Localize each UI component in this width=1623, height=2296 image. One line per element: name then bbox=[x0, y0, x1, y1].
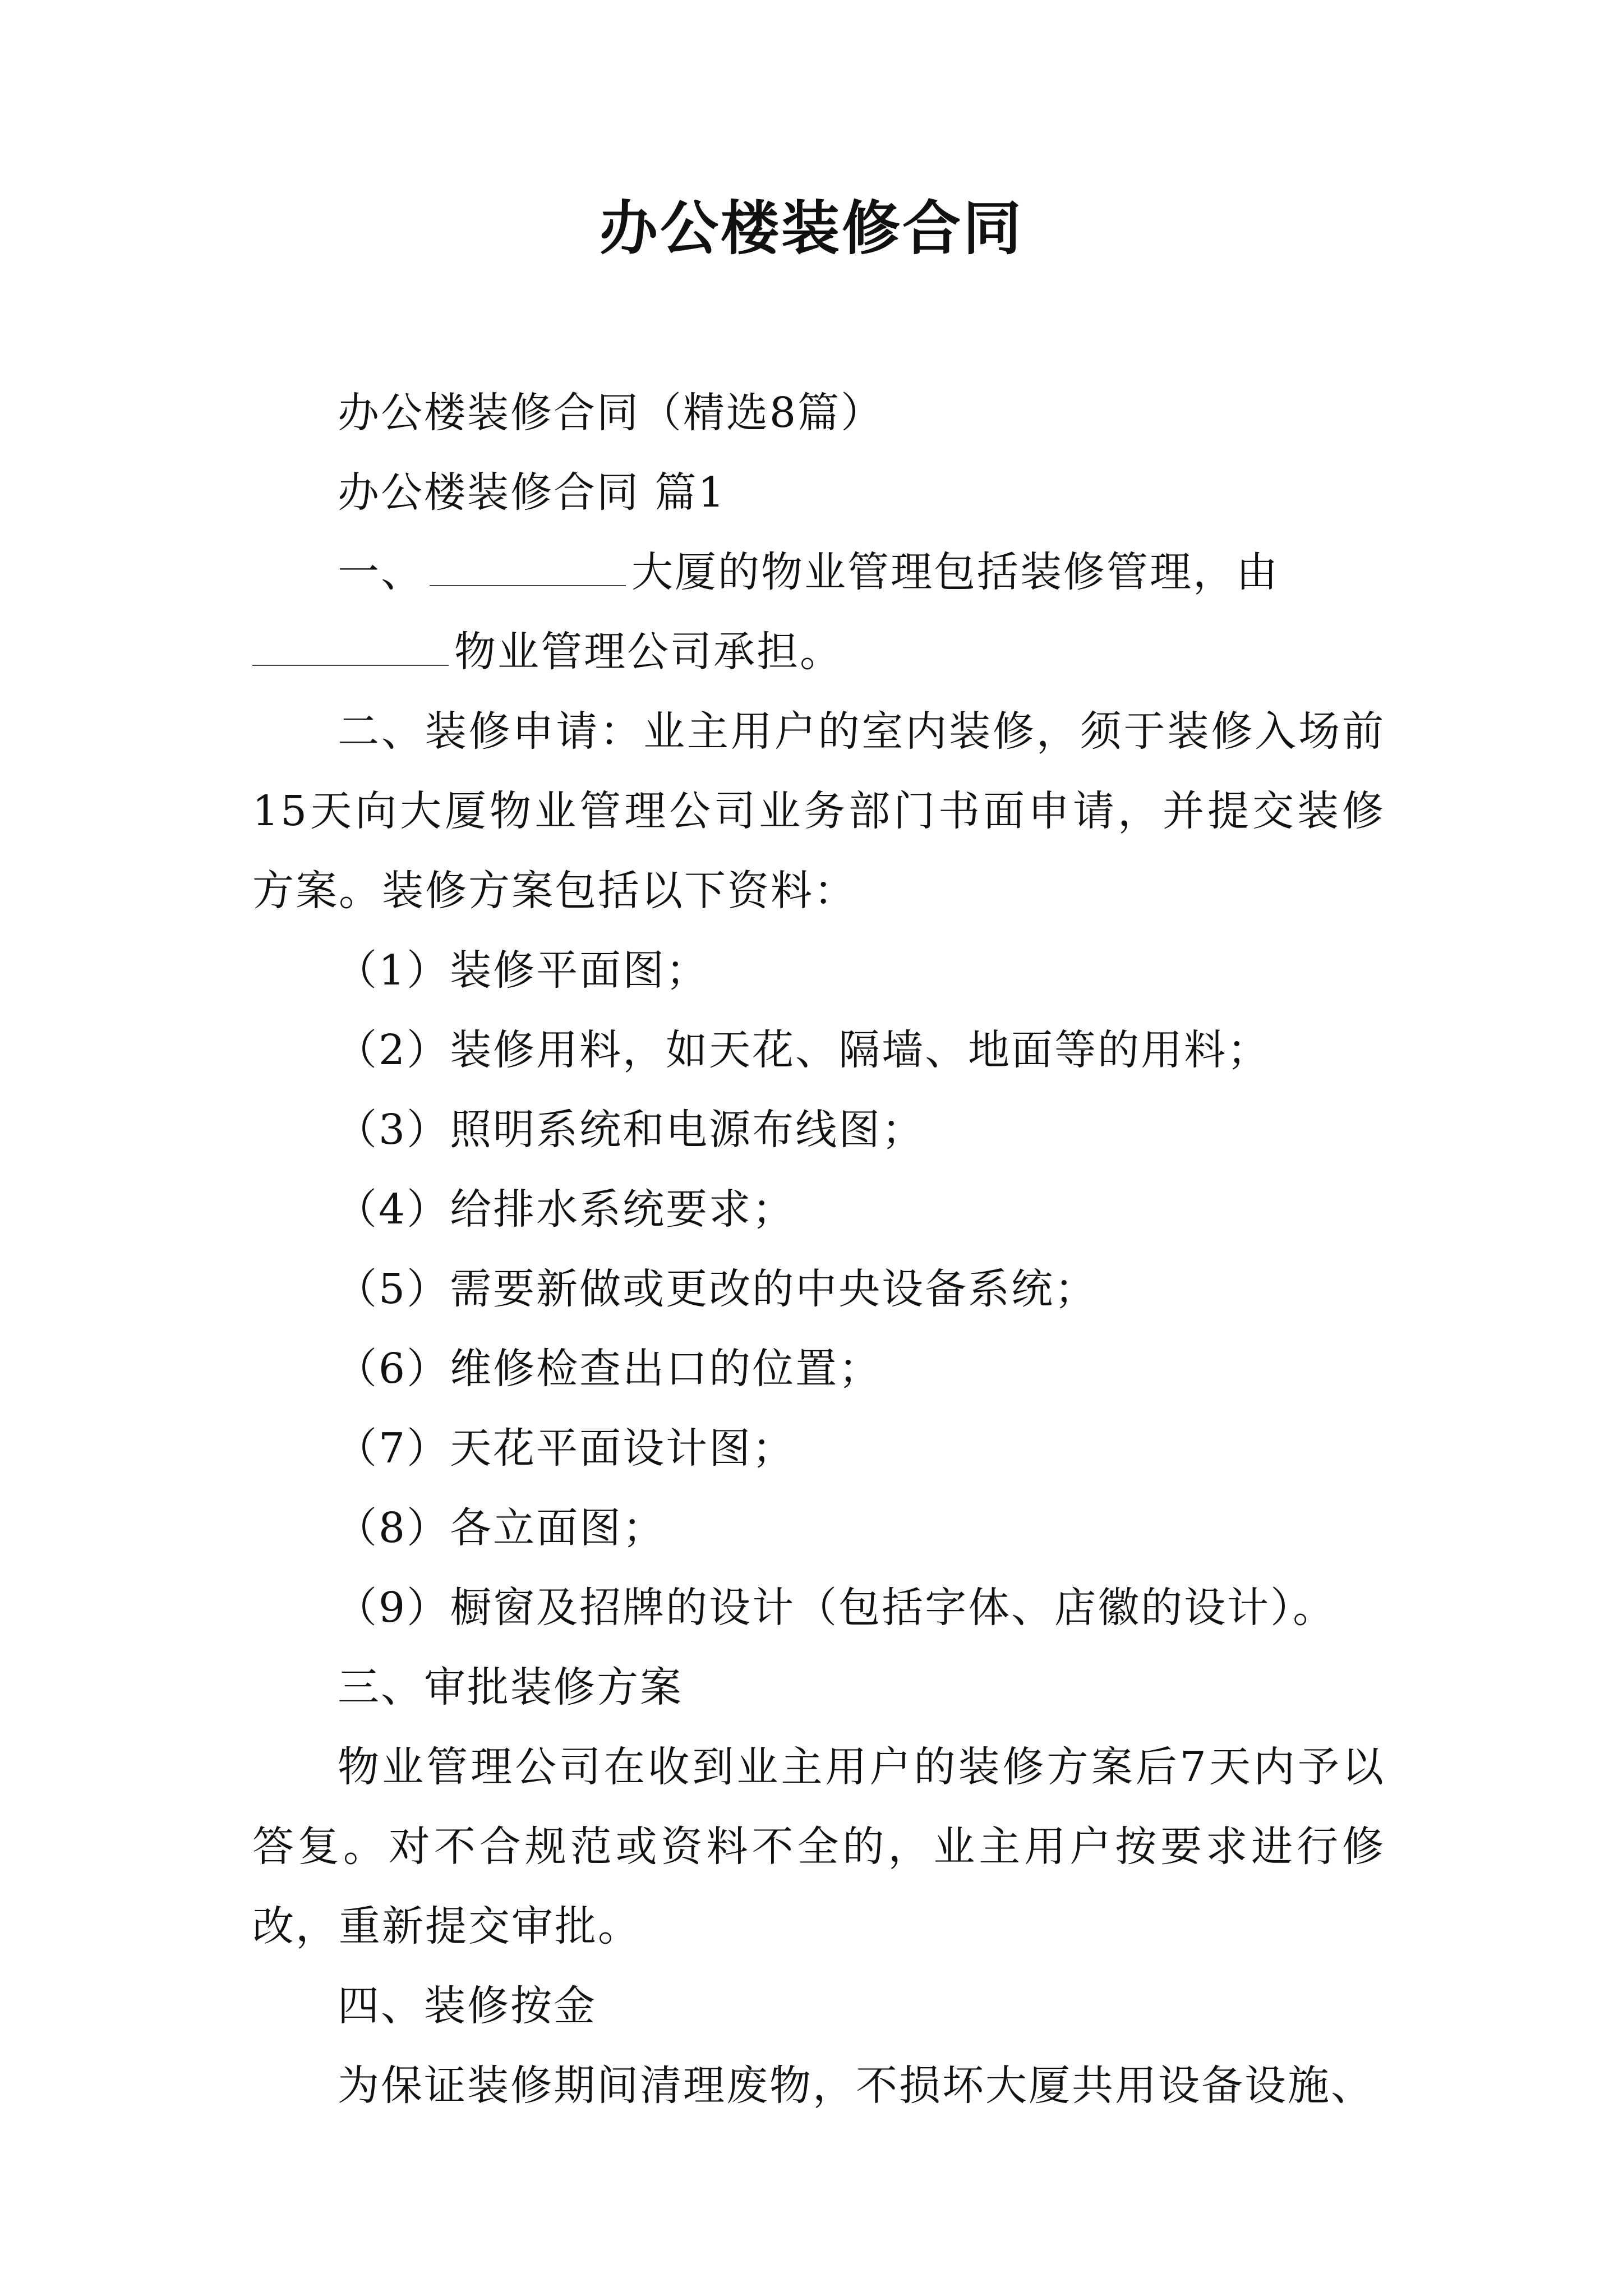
blank-line-company bbox=[252, 631, 449, 666]
clause-3-body: 物业管理公司在收到业主用户的装修方案后7天内予以答复。对不合规范或资料不全的，业主用户按要求进行修改，重新提交审批。 bbox=[252, 1743, 1385, 1950]
list-item: （1）装修平面图； bbox=[335, 946, 709, 995]
clause-4-body: 为保证装修期间清理废物，不损坏大厦共用设备设施、 bbox=[338, 2062, 1374, 2110]
list-item: （5）需要新做或更改的中央设备系统； bbox=[335, 1265, 1098, 1313]
clause-1-line-1 bbox=[252, 532, 1385, 612]
list-item: （8）各立面图； bbox=[335, 1504, 666, 1552]
section-heading: 办公楼装修合同 篇1 bbox=[338, 468, 726, 517]
clause-2: 二、装修申请：业主用户的室内装修，须于装修入场前15天向大厦物业管理公司业务部门书面申请，并提交装修方案。装修方案包括以下资料： bbox=[252, 707, 1385, 915]
document-title: 办公楼装修合同 bbox=[599, 194, 1023, 263]
clause-1-end: 物业管理公司承担。 bbox=[454, 628, 843, 676]
list-item: （7）天花平面设计图； bbox=[335, 1424, 796, 1473]
list-item: （3）照明系统和电源布线图； bbox=[335, 1106, 925, 1154]
list-item: （9）橱窗及招牌的设计（包括字体、店徽的设计）。 bbox=[335, 1584, 1336, 1632]
list-item: （4）给排水系统要求； bbox=[335, 1185, 796, 1234]
document-body bbox=[252, 373, 1385, 2125]
clause-1-line-2 bbox=[252, 612, 1385, 692]
subtitle: 办公楼装修合同（精选8篇） bbox=[338, 389, 884, 437]
list-item: （2）装修用料，如天花、隔墙、地面等的用料； bbox=[335, 1026, 1271, 1074]
clause-1-mid: 大厦的物业管理包括装修管理，由 bbox=[631, 548, 1279, 596]
clause-4-heading: 四、装修按金 bbox=[338, 1982, 597, 2030]
blank-line-building bbox=[430, 551, 626, 586]
clause-3-heading: 三、审批装修方案 bbox=[338, 1663, 683, 1711]
clause-1-prefix: 一、 bbox=[338, 548, 424, 596]
list-item: （6）维修检查出口的位置； bbox=[335, 1345, 882, 1393]
